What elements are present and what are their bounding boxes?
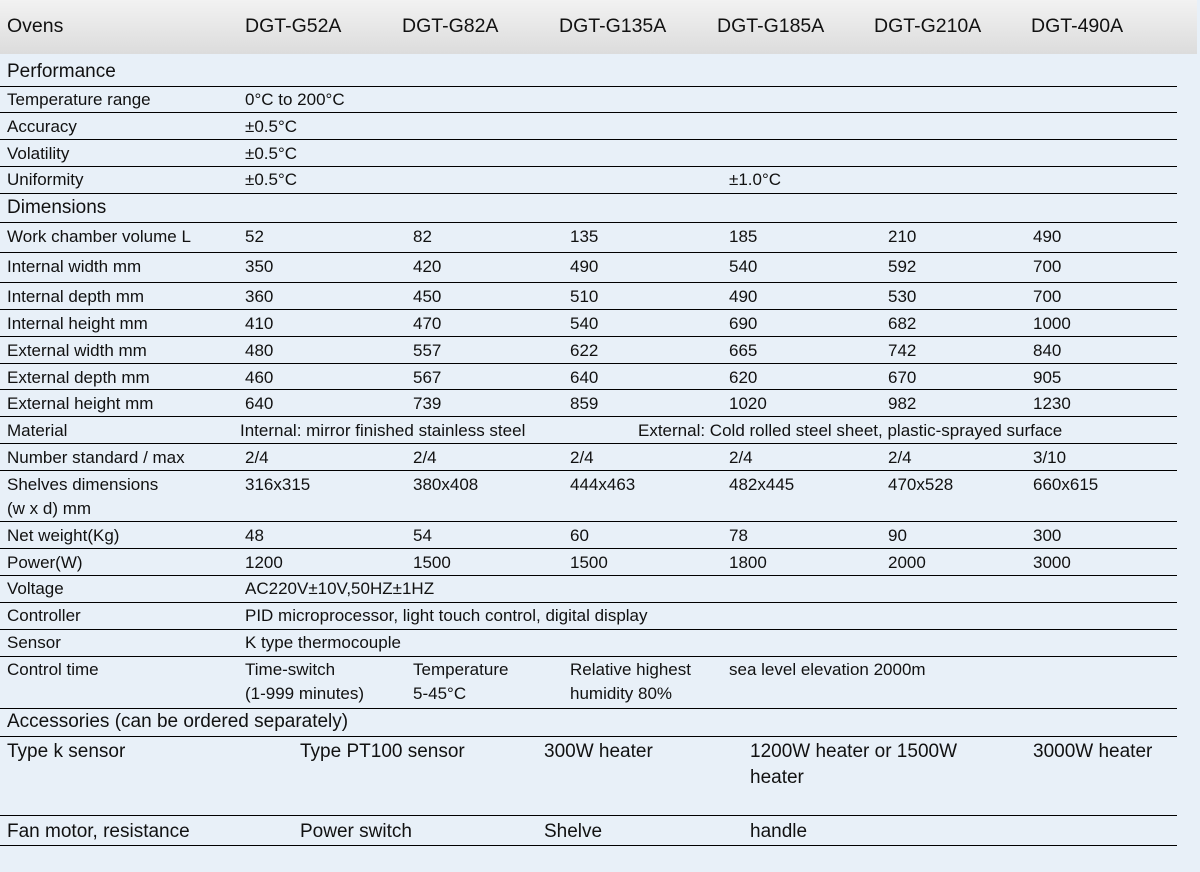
- model-header: DGT-490A: [1031, 15, 1124, 37]
- cell-value: Temperature: [413, 660, 509, 679]
- cell-value: Relative highest: [570, 660, 691, 679]
- cell-value: ±0.5°C: [245, 144, 298, 163]
- cell-value: 300: [1033, 526, 1062, 545]
- row-divider: [0, 193, 1177, 194]
- row-label: External height mm: [7, 394, 154, 413]
- cell-value: 185: [729, 227, 758, 246]
- row-divider: [0, 86, 1177, 87]
- row-divider: [0, 548, 1177, 549]
- cell-value: 1020: [729, 394, 767, 413]
- cell-value: 742: [888, 341, 917, 360]
- accessory-item: heater: [750, 767, 804, 788]
- accessory-item: Shelve: [544, 821, 603, 842]
- accessory-item: 3000W heater: [1033, 741, 1153, 762]
- row-divider: [0, 443, 1177, 444]
- model-header: DGT-G210A: [874, 15, 982, 37]
- cell-value: 2/4: [888, 448, 912, 467]
- row-divider: [0, 363, 1177, 364]
- model-header: DGT-G52A: [245, 15, 342, 37]
- cell-value: K type thermocouple: [245, 633, 401, 652]
- row-label: External depth mm: [7, 368, 150, 387]
- cell-value: 350: [245, 257, 274, 276]
- row-label: Internal depth mm: [7, 287, 145, 306]
- cell-value: 622: [570, 341, 599, 360]
- cell-value: 670: [888, 368, 917, 387]
- cell-value: 660x615: [1033, 475, 1099, 494]
- row-label: Internal width mm: [7, 257, 142, 276]
- cell-value: 450: [413, 287, 442, 306]
- row-divider: [0, 282, 1177, 283]
- row-label: Volatility: [7, 144, 70, 163]
- cell-value: 460: [245, 368, 274, 387]
- cell-value: Time-switch: [245, 660, 336, 679]
- cell-value: 557: [413, 341, 442, 360]
- row-divider: [0, 575, 1177, 576]
- row-label: Net weight(Kg): [7, 526, 120, 545]
- cell-value: AC220V±10V,50HZ±1HZ: [245, 579, 435, 598]
- cell-value: 530: [888, 287, 917, 306]
- cell-value: (1-999 minutes): [245, 684, 365, 703]
- row-divider: [0, 389, 1177, 390]
- row-label: Temperature range: [7, 90, 151, 109]
- cell-value: 490: [1033, 227, 1062, 246]
- cell-value: 60: [570, 526, 589, 545]
- row-label: Voltage: [7, 579, 64, 598]
- cell-value: ±0.5°C: [245, 170, 298, 189]
- cell-value: 5-45°C: [413, 684, 467, 703]
- cell-value: 1800: [729, 553, 767, 572]
- accessory-item: Power switch: [300, 821, 412, 842]
- row-divider: [0, 656, 1177, 657]
- row-divider: [0, 139, 1177, 140]
- cell-value: 700: [1033, 287, 1062, 306]
- cell-value: 2/4: [413, 448, 437, 467]
- row-divider: [0, 416, 1177, 417]
- row-label: Internal height mm: [7, 314, 148, 333]
- cell-value: 2000: [888, 553, 926, 572]
- cell-value: 540: [570, 314, 599, 333]
- cell-value: External: Cold rolled steel sheet, plastic-sprayed surface: [638, 421, 1063, 440]
- cell-value: 1200: [245, 553, 283, 572]
- cell-value: 3/10: [1033, 448, 1067, 467]
- cell-value: 592: [888, 257, 917, 276]
- cell-value: 444x463: [570, 475, 636, 494]
- cell-value: 905: [1033, 368, 1062, 387]
- row-label: (w x d) mm: [7, 499, 92, 518]
- row-label: External width mm: [7, 341, 147, 360]
- section-title-accessories: Accessories (can be ordered separately): [7, 711, 349, 732]
- cell-value: 82: [413, 227, 432, 246]
- cell-value: PID microprocessor, light touch control, digital display: [245, 606, 648, 625]
- cell-value: 0°C to 200°C: [245, 90, 345, 109]
- cell-value: 510: [570, 287, 599, 306]
- cell-value: 690: [729, 314, 758, 333]
- cell-value: 859: [570, 394, 599, 413]
- cell-value: Internal: mirror finished stainless steel: [240, 421, 526, 440]
- cell-value: 54: [413, 526, 432, 545]
- cell-value: 490: [729, 287, 758, 306]
- cell-value: 90: [888, 526, 907, 545]
- cell-value: 1500: [413, 553, 451, 572]
- cell-value: 78: [729, 526, 748, 545]
- row-label: Sensor: [7, 633, 61, 652]
- row-divider: [0, 112, 1177, 113]
- row-divider: [0, 309, 1177, 310]
- section-title-performance: Performance: [7, 61, 116, 82]
- cell-value: ±1.0°C: [729, 170, 782, 189]
- row-label: Power(W): [7, 553, 83, 572]
- cell-value: 2/4: [729, 448, 753, 467]
- cell-value: 665: [729, 341, 758, 360]
- cell-value: humidity 80%: [570, 684, 673, 703]
- accessory-item: 300W heater: [544, 741, 653, 762]
- row-divider: [0, 845, 1177, 846]
- row-divider: [0, 470, 1177, 471]
- row-divider: [0, 252, 1177, 253]
- row-divider: [0, 815, 1177, 816]
- row-divider: [0, 336, 1177, 337]
- row-divider: [0, 222, 1177, 223]
- row-label: Control time: [7, 660, 99, 679]
- model-header: DGT-G185A: [717, 15, 825, 37]
- accessory-item: handle: [750, 821, 808, 842]
- row-label: Shelves dimensions: [7, 475, 159, 494]
- model-header: DGT-G135A: [559, 15, 667, 37]
- cell-value: 640: [570, 368, 599, 387]
- cell-value: 700: [1033, 257, 1062, 276]
- row-label: Controller: [7, 606, 81, 625]
- accessory-item: 1200W heater or 1500W: [750, 741, 958, 762]
- row-label: Material: [7, 421, 68, 440]
- cell-value: 52: [245, 227, 264, 246]
- row-divider: [0, 736, 1177, 737]
- cell-value: 567: [413, 368, 442, 387]
- cell-value: 470: [413, 314, 442, 333]
- cell-value: 1500: [570, 553, 608, 572]
- cell-value: 3000: [1033, 553, 1071, 572]
- cell-value: 1230: [1033, 394, 1071, 413]
- cell-value: 380x408: [413, 475, 479, 494]
- row-divider: [0, 708, 1177, 709]
- cell-value: 48: [245, 526, 264, 545]
- cell-value: 210: [888, 227, 917, 246]
- row-label: Uniformity: [7, 170, 84, 189]
- cell-value: 739: [413, 394, 442, 413]
- row-divider: [0, 629, 1177, 630]
- header-label: Ovens: [7, 15, 64, 37]
- cell-value: 682: [888, 314, 917, 333]
- row-label: Accuracy: [7, 117, 77, 136]
- cell-value: 2/4: [245, 448, 269, 467]
- cell-value: 982: [888, 394, 917, 413]
- cell-value: 480: [245, 341, 274, 360]
- accessory-item: Type k sensor: [7, 741, 126, 762]
- cell-value: 482x445: [729, 475, 795, 494]
- model-header: DGT-G82A: [402, 15, 499, 37]
- cell-value: 540: [729, 257, 758, 276]
- cell-value: ±0.5°C: [245, 117, 298, 136]
- row-label: Work chamber volume L: [7, 227, 191, 246]
- row-label: Number standard / max: [7, 448, 185, 467]
- accessory-item: Fan motor, resistance: [7, 821, 190, 842]
- row-divider: [0, 521, 1177, 522]
- cell-value: sea level elevation 2000m: [729, 660, 926, 679]
- cell-value: 420: [413, 257, 442, 276]
- cell-value: 316x315: [245, 475, 311, 494]
- row-divider: [0, 602, 1177, 603]
- section-title-dimensions: Dimensions: [7, 197, 107, 218]
- cell-value: 490: [570, 257, 599, 276]
- cell-value: 2/4: [570, 448, 594, 467]
- cell-value: 470x528: [888, 475, 954, 494]
- row-divider: [0, 166, 1177, 167]
- cell-value: 620: [729, 368, 758, 387]
- cell-value: 640: [245, 394, 274, 413]
- cell-value: 1000: [1033, 314, 1071, 333]
- cell-value: 135: [570, 227, 599, 246]
- cell-value: 840: [1033, 341, 1062, 360]
- cell-value: 410: [245, 314, 274, 333]
- cell-value: 360: [245, 287, 274, 306]
- accessory-item: Type PT100 sensor: [300, 741, 465, 762]
